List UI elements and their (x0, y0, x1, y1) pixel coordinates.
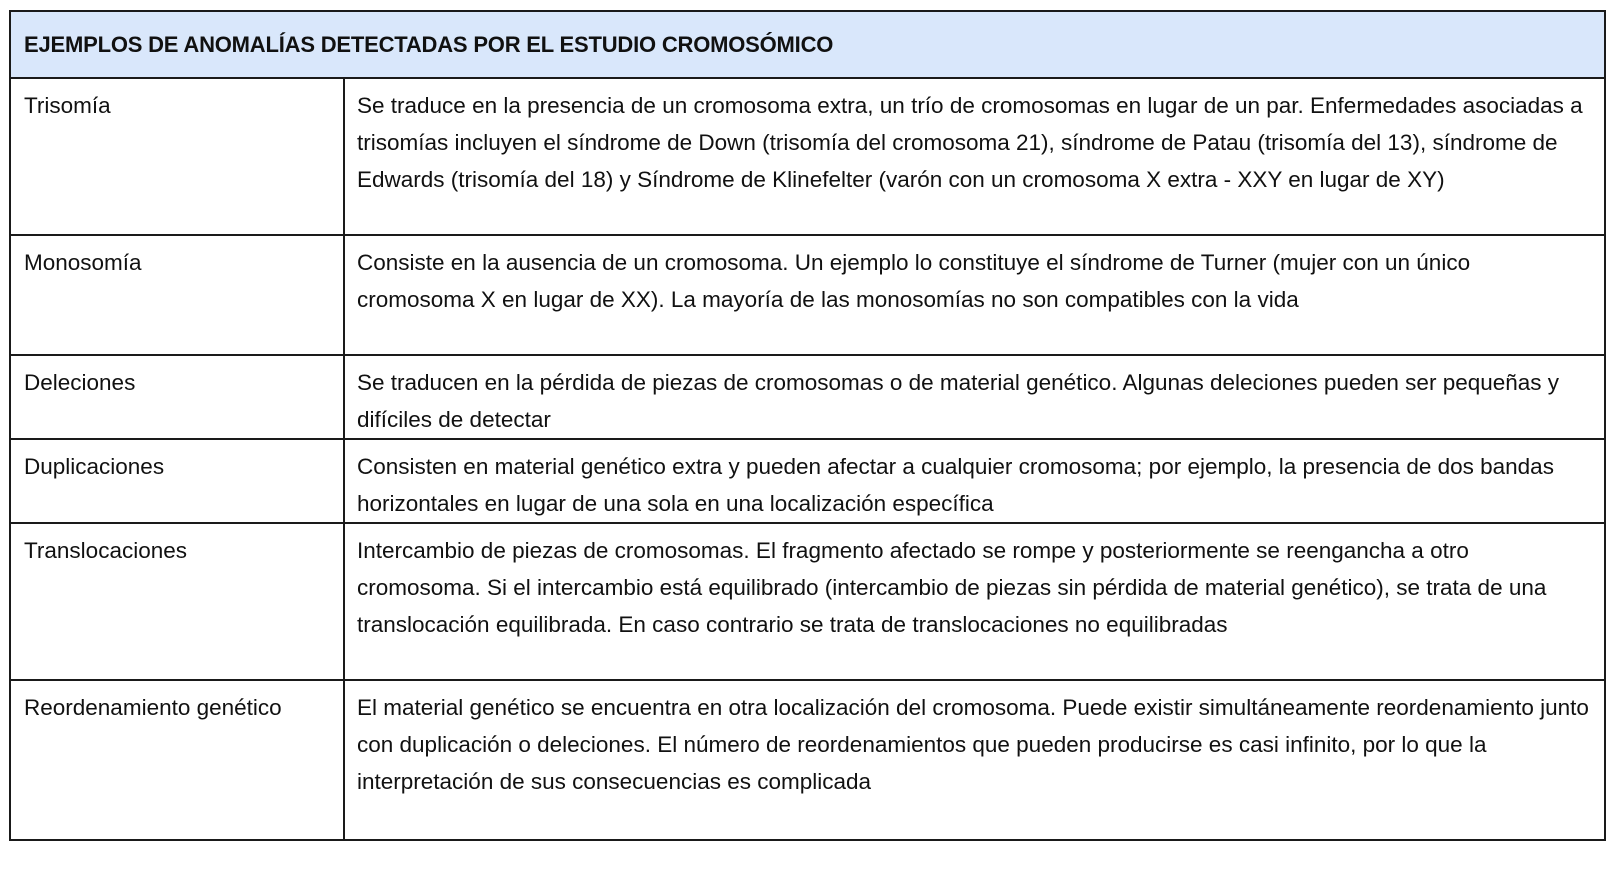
description-cell: Intercambio de piezas de cromosomas. El fragmento afectado se rompe y posteriormente se reengancha a otro cromosoma. Si el intercambio está equilibrado (intercambio de piezas sin pérdida de material genético), se trata de una translocación equilibrada. En caso contrario se trata de translocaciones no equilibradas (357, 538, 1547, 637)
term-cell: Deleciones (11, 356, 345, 438)
anomalies-table (9, 10, 1606, 841)
description-cell: Se traduce en la presencia de un cromosoma extra, un trío de cromosomas en lugar de un par. Enfermedades asociadas a trisomías incluyen el síndrome de Down (trisomía del cromosoma 21), síndrome de Patau (trisomía del 13), síndrome de Edwards (trisomía del 18) y Síndrome de Klinefelter (varón con un cromosoma X extra - XXY en lugar de XY) (357, 93, 1583, 192)
table-row-translocaciones (11, 524, 1604, 681)
table-row-deleciones (11, 356, 1604, 440)
description-cell: Se traducen en la pérdida de piezas de cromosomas o de material genético. Algunas deleciones pueden ser pequeñas y difíciles de detectar (357, 370, 1560, 432)
term-cell: Duplicaciones (11, 440, 345, 522)
description-cell: Consisten en material genético extra y pueden afectar a cualquier cromosoma; por ejemplo, la presencia de dos bandas horizontales en lugar de una sola en una localización específica (357, 454, 1554, 516)
description-cell: El material genético se encuentra en otra localización del cromosoma. Puede existir simultáneamente reordenamiento junto con duplicación o deleciones. El número de reordenamientos que pueden producirse es casi infinito, por lo que la interpretación de sus consecuencias es complicada (357, 695, 1589, 794)
table-header (11, 12, 1604, 79)
term-cell: Monosomía (11, 236, 345, 354)
table-title: EJEMPLOS DE ANOMALÍAS DETECTADAS POR EL ESTUDIO CROMOSÓMICO (24, 31, 834, 57)
table-row-trisomia (11, 79, 1604, 236)
term-cell: Reordenamiento genético (11, 681, 345, 839)
term-cell: Translocaciones (11, 524, 345, 679)
table-row-monosomia (11, 236, 1604, 356)
table-row-reordenamiento (11, 681, 1604, 839)
description-cell: Consiste en la ausencia de un cromosoma. Un ejemplo lo constituye el síndrome de Turner (mujer con un único cromosoma X en lugar de XX). La mayoría de las monosomías no son compatibles con la vida (357, 250, 1471, 312)
table-row-duplicaciones (11, 440, 1604, 524)
term-cell: Trisomía (11, 79, 345, 234)
